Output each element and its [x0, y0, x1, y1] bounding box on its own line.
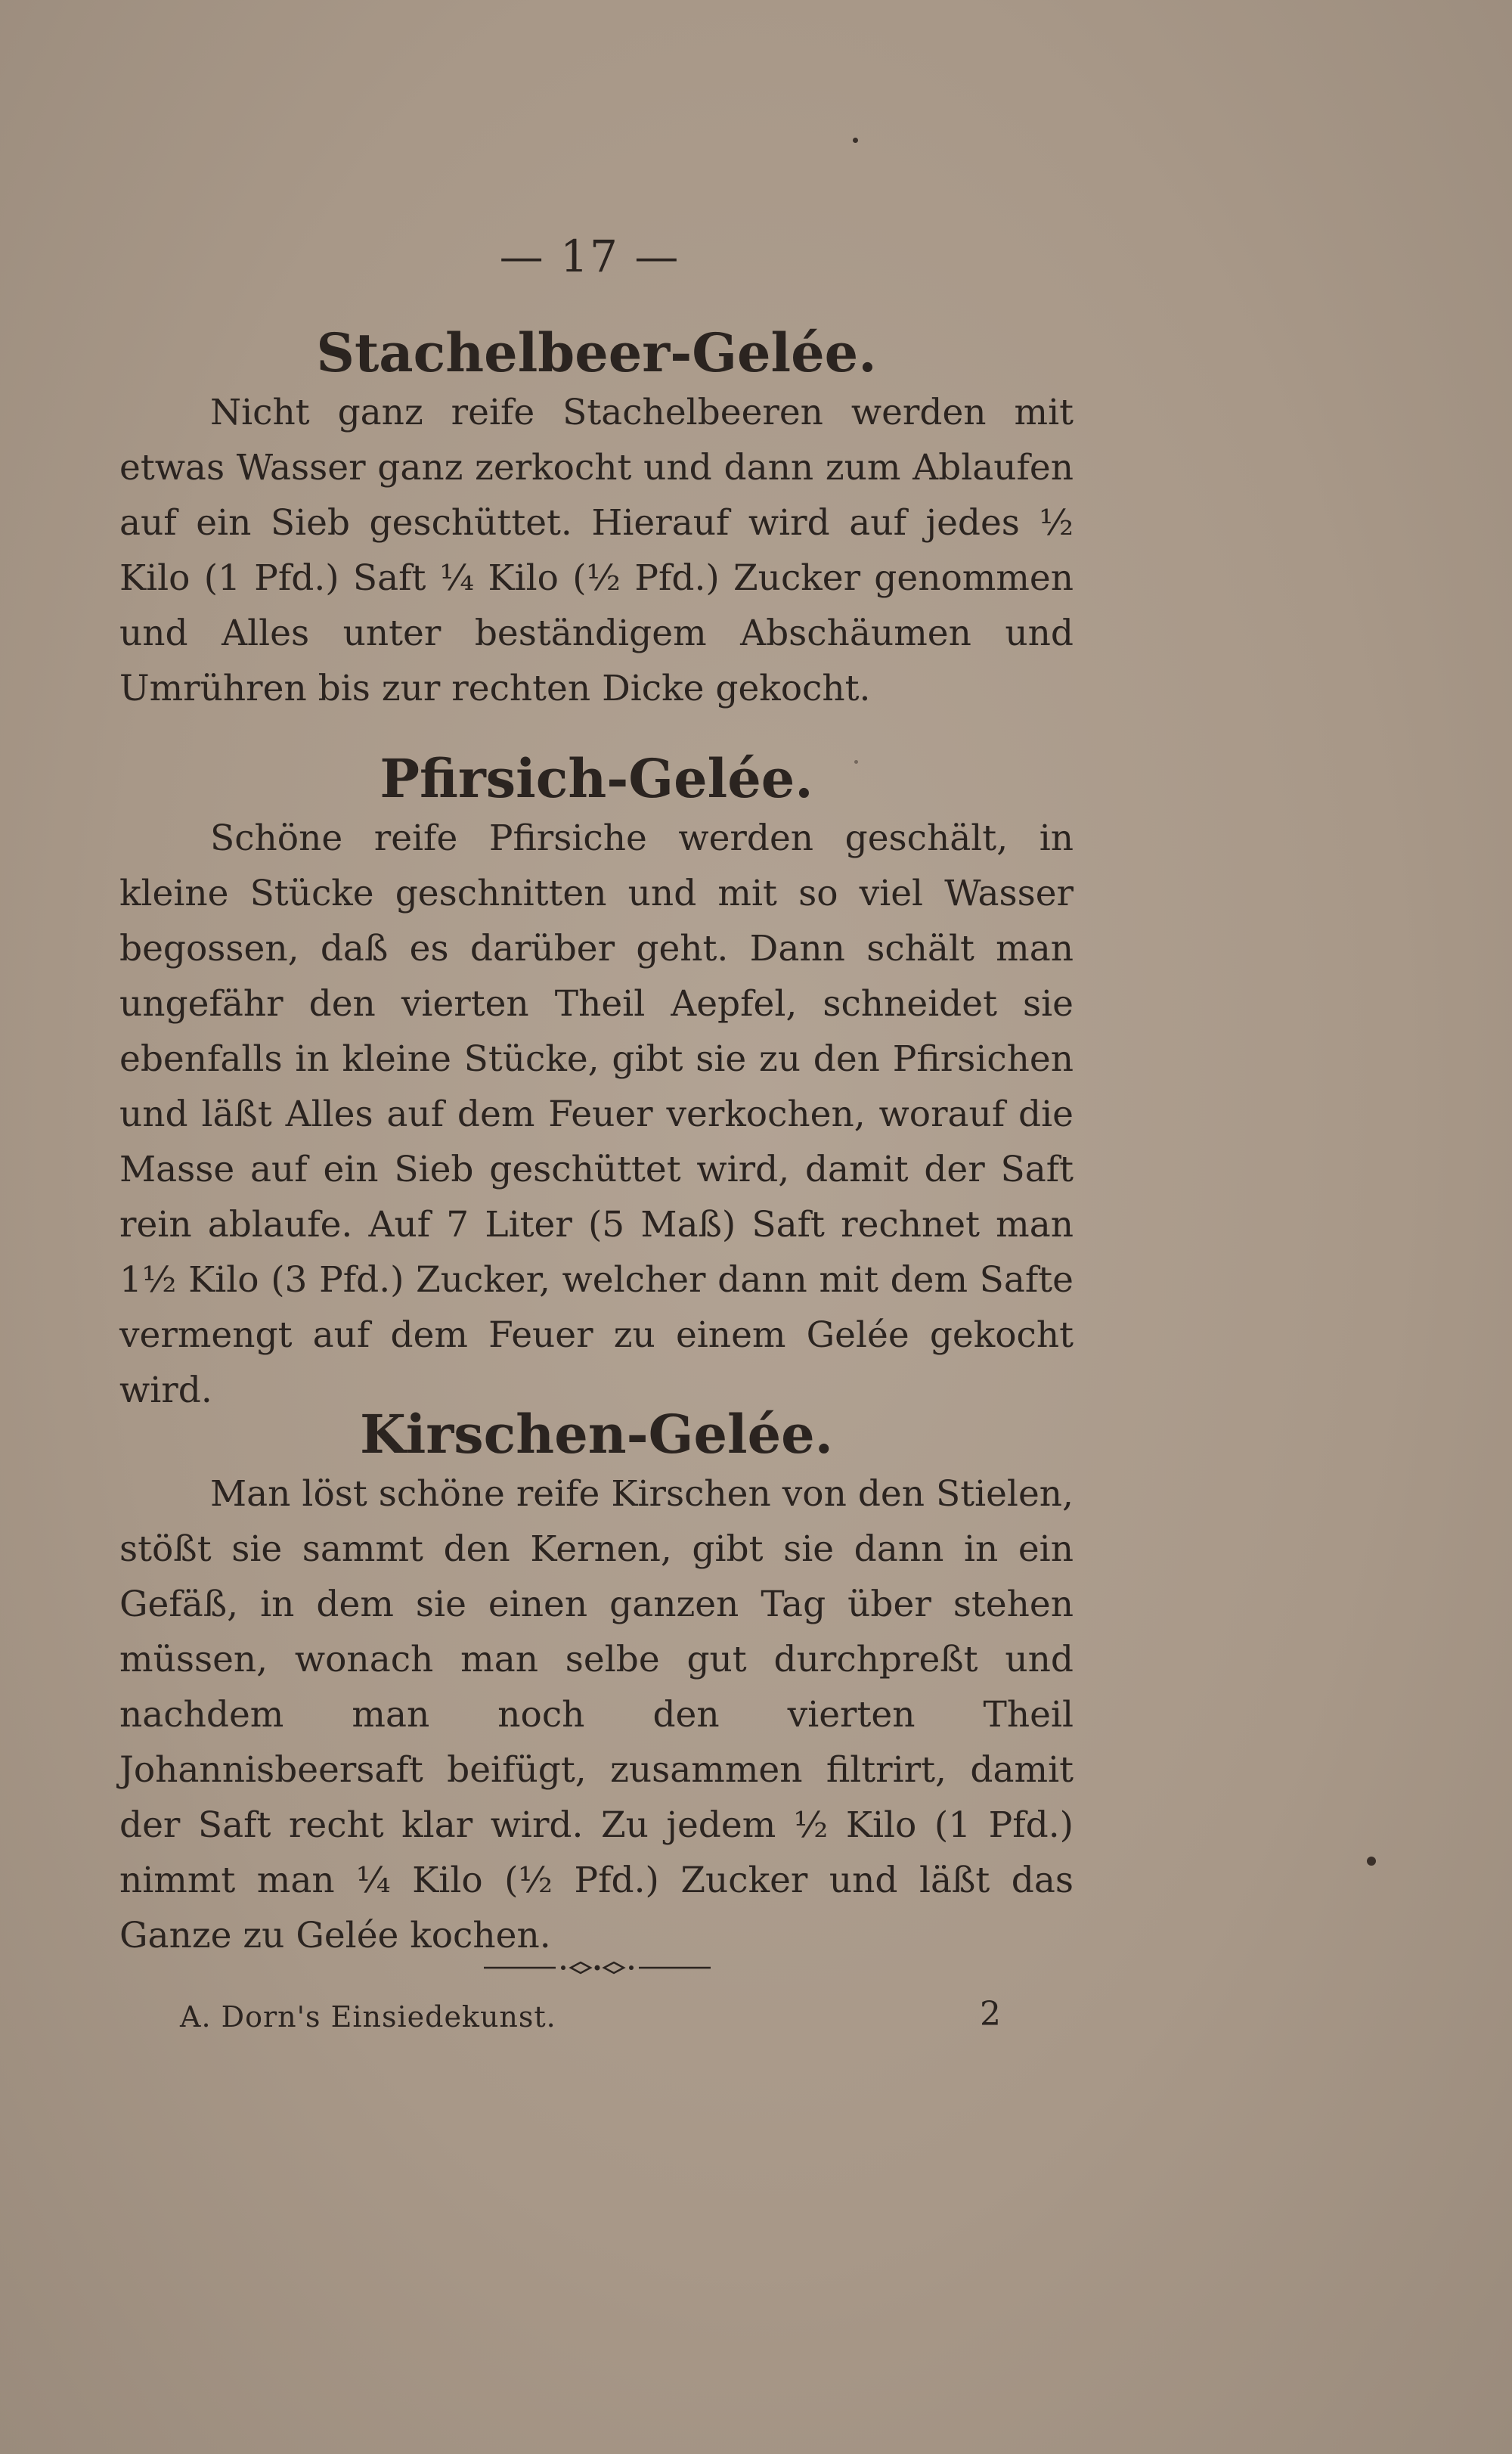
recipe-text: Schöne reife Pfirsiche werden geschält, in kleine Stücke geschnitten und mit so viel Wasser begossen, daß es darüber geht. Dann schält man ungefähr den vierten Theil Aepfel, schneidet sie ebenfalls in kleine Stücke, gibt sie zu den Pfirsichen und läßt Alles auf dem Feuer verkochen, worauf die Masse auf ein Sieb geschüttet wird, damit der Saft rein ablaufe. Auf 7 Liter (5 Maß) Saft rechnet man 1½ Kilo (3 Pfd.) Zucker, welcher dann mit dem Safte vermengt auf dem Feuer zu einem Gelée gekocht wird. — [119, 817, 1074, 1411]
recipe-heading: Kirschen-Gelée. — [359, 1403, 834, 1466]
paper-speck — [853, 138, 858, 143]
recipe-kirschen — [119, 1403, 1074, 1963]
recipe-text: Man löst schöne reife Kirschen von den Stielen, stößt sie sammt den Kernen, gibt sie dann in ein Gefäß, in dem sie einen ganzen Tag über stehen müssen, wonach man selbe gut durchpreßt und nachdem man noch den vierten Theil Johannisbeersaft beifügt, zusammen filtrirt, damit der Saft recht klar wird. Zu jedem ½ Kilo (1 Pfd.) nimmt man ¼ Kilo (½ Pfd.) Zucker und läßt das Ganze zu Gelée kochen. — [119, 1473, 1074, 1956]
recipe-stachelbeer — [119, 321, 1074, 716]
paper-speck — [854, 760, 858, 764]
recipe-pfirsich — [119, 747, 1074, 1418]
ornament-divider-icon — [484, 1959, 711, 1977]
recipe-heading: Stachelbeer-Gelée. — [316, 321, 877, 384]
paper-speck — [1367, 1857, 1376, 1866]
recipe-text: Nicht ganz reife Stachelbeeren werden mit etwas Wasser ganz zerkocht und dann zum Ablaufen auf ein Sieb geschüttet. Hierauf wird auf jedes ½ Kilo (1 Pfd.) Saft ¼ Kilo (½ Pfd.) Zucker genommen und Alles unter beständigem Abschäumen und Umrühren bis zur rechten Dicke gekocht. — [119, 392, 1074, 709]
page-number: — 17 — — [499, 231, 680, 282]
signature-mark: 2 — [980, 1995, 1001, 2034]
book-title-footer: A. Dorn's Einsiedekunst. — [180, 2000, 556, 2034]
recipe-heading: Pfirsich-Gelée. — [380, 747, 813, 810]
